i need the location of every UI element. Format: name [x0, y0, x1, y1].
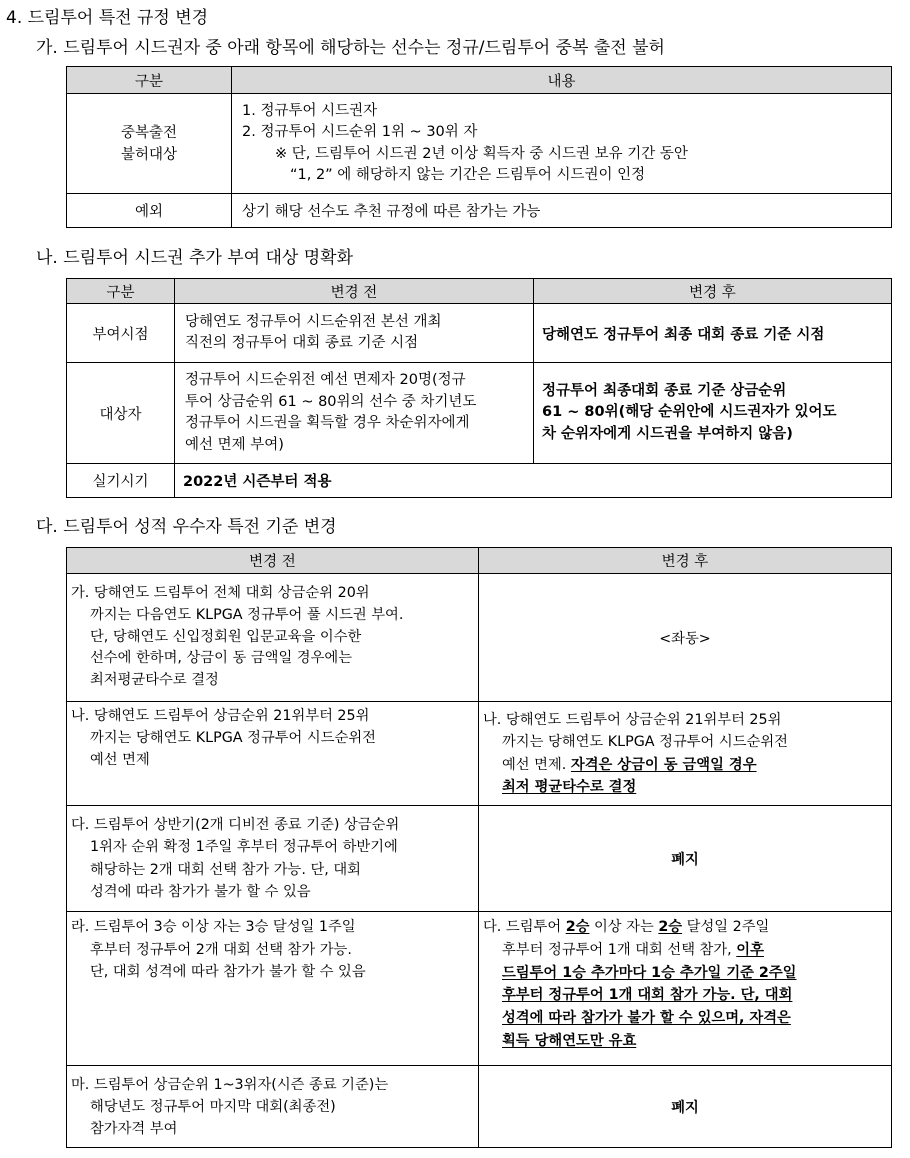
- da-row4-before-line2: 후부터 정규투어 2개 대회 선택 참가 가능.: [90, 941, 352, 958]
- na-row2-before-line4: 예선 면제 부여): [185, 436, 284, 453]
- da-row2-after-line3: [483, 754, 887, 777]
- section-title: 4. 드림투어 특전 규정 변경: [6, 8, 209, 28]
- da-table: [66, 547, 892, 1148]
- da-row5-before-line3: 참가자격 부여: [90, 1120, 178, 1137]
- ga-row1-item1: 1. 정규투어 시드권자: [242, 102, 378, 119]
- da-row1-before-line4: 선수에 한하며, 상금이 동 금액일 경우에는: [90, 650, 353, 667]
- na-row2-after: [534, 363, 892, 464]
- da-row1-before-line3: 단, 당해연도 신입정회원 입문교육을 이수한: [90, 628, 362, 645]
- da-row4-after-text-e: 달성일 2주일: [682, 919, 770, 935]
- da-row4-after-u4: 획득 당해연도만 유효: [502, 1032, 637, 1049]
- da-row2-before-line1: 나. 당해연도 드림투어 상금순위 21위부터 25위: [71, 708, 370, 724]
- da-header-before: 변경 전: [67, 548, 479, 574]
- na-row2-after-line1: 정규투어 최종대회 종료 기준 상금순위: [542, 382, 787, 399]
- da-row5-after: 폐지: [479, 1066, 892, 1148]
- ga-row1-label-line1: 중복출전: [120, 124, 178, 141]
- da-row4-before-line3: 단, 대회 성격에 따라 참가가 불가 할 수 있음: [90, 964, 366, 980]
- da-row2-before-line2: 까지는 당해연도 KLPGA 정규투어 시드순위전: [90, 730, 376, 746]
- da-row1-before: [67, 574, 479, 702]
- na-header-before: 변경 전: [175, 279, 534, 304]
- da-row4-after-text-g: 이후: [736, 941, 764, 958]
- da-row2-after-line2: 까지는 당해연도 KLPGA 정규투어 시드순위전: [502, 734, 788, 750]
- da-row5-before: [67, 1066, 479, 1148]
- da-row4-after-u3: 성격에 따라 참가가 불가 할 수 있으며, 자격은: [502, 1010, 791, 1027]
- da-row4-after-line2: [483, 939, 887, 962]
- na-header-after: 변경 후: [534, 279, 892, 304]
- da-row2-before-line3: 예선 면제: [90, 752, 150, 768]
- da-row3-before-line1: 다. 드림투어 상반기(2개 디비전 종료 기준) 상금순위: [71, 816, 400, 833]
- da-row3-before-line3: 해당하는 2개 대회 선택 참가 가능. 단, 대회: [90, 861, 361, 878]
- subsection-na-title: 나. 드림투어 시드권 추가 부여 대상 명확화: [36, 248, 354, 268]
- ga-row2-label: 예외: [67, 194, 232, 228]
- da-row4-after-text-c: 이상 자는: [589, 919, 659, 935]
- da-header-after: 변경 후: [479, 548, 892, 574]
- da-row3-after: 폐지: [479, 806, 892, 912]
- ga-row1-content: [232, 94, 892, 194]
- da-row4-before: [67, 912, 479, 1066]
- da-row2-after-line3-underlined: 자격은 상금이 동 금액일 경우: [570, 756, 757, 773]
- na-row3-label: 실기시기: [67, 464, 175, 498]
- da-row1-before-line2: 까지는 다음연도 KLPGA 정규투어 풀 시드권 부여.: [90, 606, 404, 623]
- da-row1-after: <좌동>: [479, 574, 892, 702]
- da-row4-after-line4: [483, 984, 887, 1007]
- da-row4-after-2wins-2: 2승: [658, 919, 683, 935]
- da-row4-after: [479, 912, 892, 1066]
- da-row4-after-2wins-1: 2승: [565, 919, 590, 935]
- ga-header-category: 구분: [67, 67, 232, 94]
- na-row1-before-line2: 직전의 정규투어 대회 종료 기준 시점: [185, 335, 419, 351]
- ga-row1-item2: 2. 정규투어 시드순위 1위 ~ 30위 자: [242, 124, 478, 140]
- subsection-ga-title: 가. 드림투어 시드권자 중 아래 항목에 해당하는 선수는 정규/드림투어 중복 출전 불허: [36, 38, 665, 58]
- da-row2-after-line4: [483, 776, 887, 799]
- ga-row1-note2: “1, 2” 에 해당하지 않는 기간은 드림투어 시드권이 인정: [290, 167, 646, 183]
- da-row3-before: [67, 806, 479, 912]
- da-row5-before-line2: 해당년도 정규투어 마지막 대회(최종전): [90, 1098, 336, 1115]
- da-row4-after-line3: [483, 962, 887, 985]
- na-row2-before-line3: 정규투어 시드권을 획득할 경우 차순위자에게: [185, 415, 470, 431]
- na-row2-after-line2: 61 ~ 80위(해당 순위안에 시드권자가 있어도: [542, 404, 837, 421]
- da-row3-before-line4: 성격에 따라 참가가 불가 할 수 있음: [90, 884, 311, 900]
- ga-table: [66, 66, 892, 228]
- da-row4-after-line1: [483, 916, 887, 939]
- na-row1-after: 당해연도 정규투어 최종 대회 종료 기준 시점: [534, 304, 892, 363]
- na-row2-label: 대상자: [67, 363, 175, 464]
- da-row4-before-line1: 라. 드림투어 3승 이상 자는 3승 달성일 1주일: [71, 919, 356, 935]
- da-row2-before: [67, 702, 479, 806]
- na-row3-content: 2022년 시즌부터 적용: [175, 464, 892, 498]
- da-row4-after-text-a: 다. 드림투어: [483, 919, 566, 935]
- ga-row1-note1: ※ 단, 드림투어 시드권 2년 이상 획득자 중 시드권 보유 기간 동안: [275, 145, 688, 162]
- da-row2-after-line4-underlined: 최저 평균타수로 결정: [502, 779, 637, 795]
- da-row2-after-line3-plain: 예선 면제.: [502, 756, 571, 773]
- na-row1-label: 부여시점: [67, 304, 175, 363]
- ga-row2-content: 상기 해당 선수도 추천 규정에 따른 참가는 가능: [232, 194, 892, 228]
- da-row4-after-line5: [483, 1007, 887, 1030]
- da-row1-before-line5: 최저평균타수로 결정: [90, 672, 219, 689]
- da-row4-after-text-f: 후부터 정규투어 1개 대회 선택 참가,: [502, 941, 737, 958]
- da-row3-before-line2: 1위자 순위 확정 1주일 후부터 정규투어 하반기에: [90, 839, 398, 855]
- ga-row1-label: [67, 94, 232, 194]
- na-row2-before-line1: 정규투어 시드순위전 예선 면제자 20명(정규: [185, 372, 466, 388]
- na-row2-before-line2: 투어 상금순위 61 ~ 80위의 선수 중 차기년도: [185, 393, 477, 410]
- da-row5-before-line1: 마. 드림투어 상금순위 1~3위자(시즌 종료 기준)는: [71, 1076, 389, 1093]
- na-row1-before-line1: 당해연도 정규투어 시드순위전 본선 개최: [185, 313, 442, 330]
- subsection-da-title: 다. 드림투어 성적 우수자 특전 기준 변경: [36, 517, 337, 537]
- da-row2-after: [479, 702, 892, 806]
- na-table: [66, 278, 892, 498]
- da-row4-after-u2: 후부터 정규투어 1개 대회 참가 가능. 단, 대회: [502, 987, 793, 1004]
- ga-header-content: 내용: [232, 67, 892, 94]
- na-row1-before: [175, 304, 534, 363]
- na-row2-after-line3: 차 순위자에게 시드권을 부여하지 않음): [542, 425, 793, 442]
- na-row2-before: [175, 363, 534, 464]
- da-row2-after-line1: 나. 당해연도 드림투어 상금순위 21위부터 25위: [483, 711, 782, 728]
- na-header-category: 구분: [67, 279, 175, 304]
- da-row4-after-u1: 드림투어 1승 추가마다 1승 추가일 기준 2주일: [502, 964, 797, 981]
- da-row1-before-line1: 가. 당해연도 드림투어 전체 대회 상금순위 20위: [71, 585, 370, 601]
- ga-row1-label-line2: 불허대상: [120, 146, 178, 163]
- da-row4-after-line6: [483, 1030, 887, 1053]
